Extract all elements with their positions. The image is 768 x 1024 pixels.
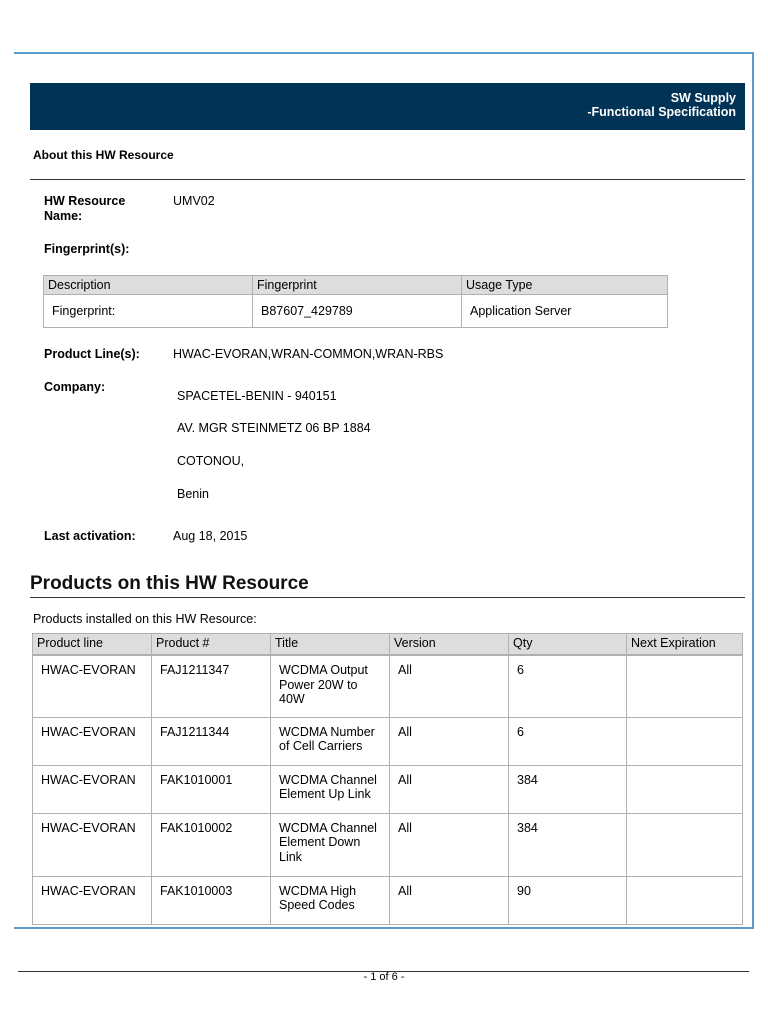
product-version-cell: All (390, 876, 509, 924)
product-expiration-cell (627, 717, 743, 765)
fingerprint-usage-cell: Application Server (462, 295, 668, 328)
product-title-cell: WCDMA High Speed Codes (271, 876, 390, 924)
product-lines-label: Product Line(s): (44, 347, 140, 361)
table-row (33, 655, 743, 717)
product-version-cell: All (390, 655, 509, 717)
page-number: - 1 of 6 - (363, 971, 405, 983)
about-divider (30, 179, 745, 180)
products-table (32, 633, 743, 925)
product-line-cell: HWAC-EVORAN (33, 765, 152, 813)
product-version-cell: All (390, 717, 509, 765)
product-version-cell: All (390, 813, 509, 876)
products-table-header-row (33, 634, 743, 656)
hw-resource-name-value: UMV02 (173, 194, 215, 208)
last-activation-value: Aug 18, 2015 (173, 529, 248, 543)
company-line-3: COTONOU, (177, 454, 245, 468)
last-activation-label: Last activation: (44, 529, 136, 543)
fingerprints-label: Fingerprint(s): (44, 242, 130, 256)
product-title-cell: WCDMA Output Power 20W to 40W (271, 655, 390, 717)
header-banner (30, 83, 745, 130)
table-row (33, 876, 743, 924)
fingerprint-table (43, 275, 668, 328)
company-line-1: SPACETEL-BENIN - 940151 (177, 389, 337, 403)
product-version-cell: All (390, 765, 509, 813)
products-col-product-number: Product # (152, 634, 271, 656)
products-col-version: Version (390, 634, 509, 656)
product-qty-cell: 384 (509, 765, 627, 813)
fingerprint-value-cell: B87607_429789 (253, 295, 462, 328)
product-expiration-cell (627, 765, 743, 813)
table-row (33, 813, 743, 876)
product-qty-cell: 6 (509, 717, 627, 765)
company-label: Company: (44, 380, 106, 394)
fingerprint-col-fingerprint: Fingerprint (253, 276, 462, 295)
table-row (33, 765, 743, 813)
hw-resource-name-label-line1: HW Resource (44, 194, 126, 208)
fingerprint-description-cell: Fingerprint: (44, 295, 253, 328)
hw-resource-name-label (44, 194, 125, 223)
company-line-2: AV. MGR STEINMETZ 06 BP 1884 (177, 421, 371, 435)
banner-line-2: -Functional Specification (587, 105, 736, 119)
hw-resource-name-label-line2: Name: (44, 208, 83, 223)
company-line-4: Benin (177, 487, 209, 501)
product-expiration-cell (627, 876, 743, 924)
products-intro: Products installed on this HW Resource: (33, 612, 257, 626)
table-row (44, 295, 668, 328)
banner-line-1: SW Supply (670, 91, 736, 105)
products-col-title: Title (271, 634, 390, 656)
product-number-cell: FAJ1211344 (152, 717, 271, 765)
fingerprint-col-usage-type: Usage Type (462, 276, 668, 295)
product-lines-value: HWAC-EVORAN,WRAN-COMMON,WRAN-RBS (173, 347, 444, 361)
products-col-qty: Qty (509, 634, 627, 656)
product-line-cell: HWAC-EVORAN (33, 876, 152, 924)
product-title-cell: WCDMA Number of Cell Carriers (271, 717, 390, 765)
product-expiration-cell (627, 655, 743, 717)
products-divider (30, 597, 745, 598)
product-line-cell: HWAC-EVORAN (33, 813, 152, 876)
product-number-cell: FAJ1211347 (152, 655, 271, 717)
product-line-cell: HWAC-EVORAN (33, 655, 152, 717)
products-col-product-line: Product line (33, 634, 152, 656)
table-row (33, 717, 743, 765)
product-line-cell: HWAC-EVORAN (33, 717, 152, 765)
product-number-cell: FAK1010001 (152, 765, 271, 813)
product-number-cell: FAK1010003 (152, 876, 271, 924)
product-number-cell: FAK1010002 (152, 813, 271, 876)
product-title-cell: WCDMA Channel Element Down Link (271, 813, 390, 876)
products-col-next-expiration: Next Expiration (627, 634, 743, 656)
products-heading: Products on this HW Resource (30, 573, 309, 594)
fingerprint-table-header-row (44, 276, 668, 295)
product-qty-cell: 90 (509, 876, 627, 924)
about-heading: About this HW Resource (33, 148, 174, 162)
product-qty-cell: 6 (509, 655, 627, 717)
product-title-cell: WCDMA Channel Element Up Link (271, 765, 390, 813)
product-expiration-cell (627, 813, 743, 876)
product-qty-cell: 384 (509, 813, 627, 876)
fingerprint-col-description: Description (44, 276, 253, 295)
